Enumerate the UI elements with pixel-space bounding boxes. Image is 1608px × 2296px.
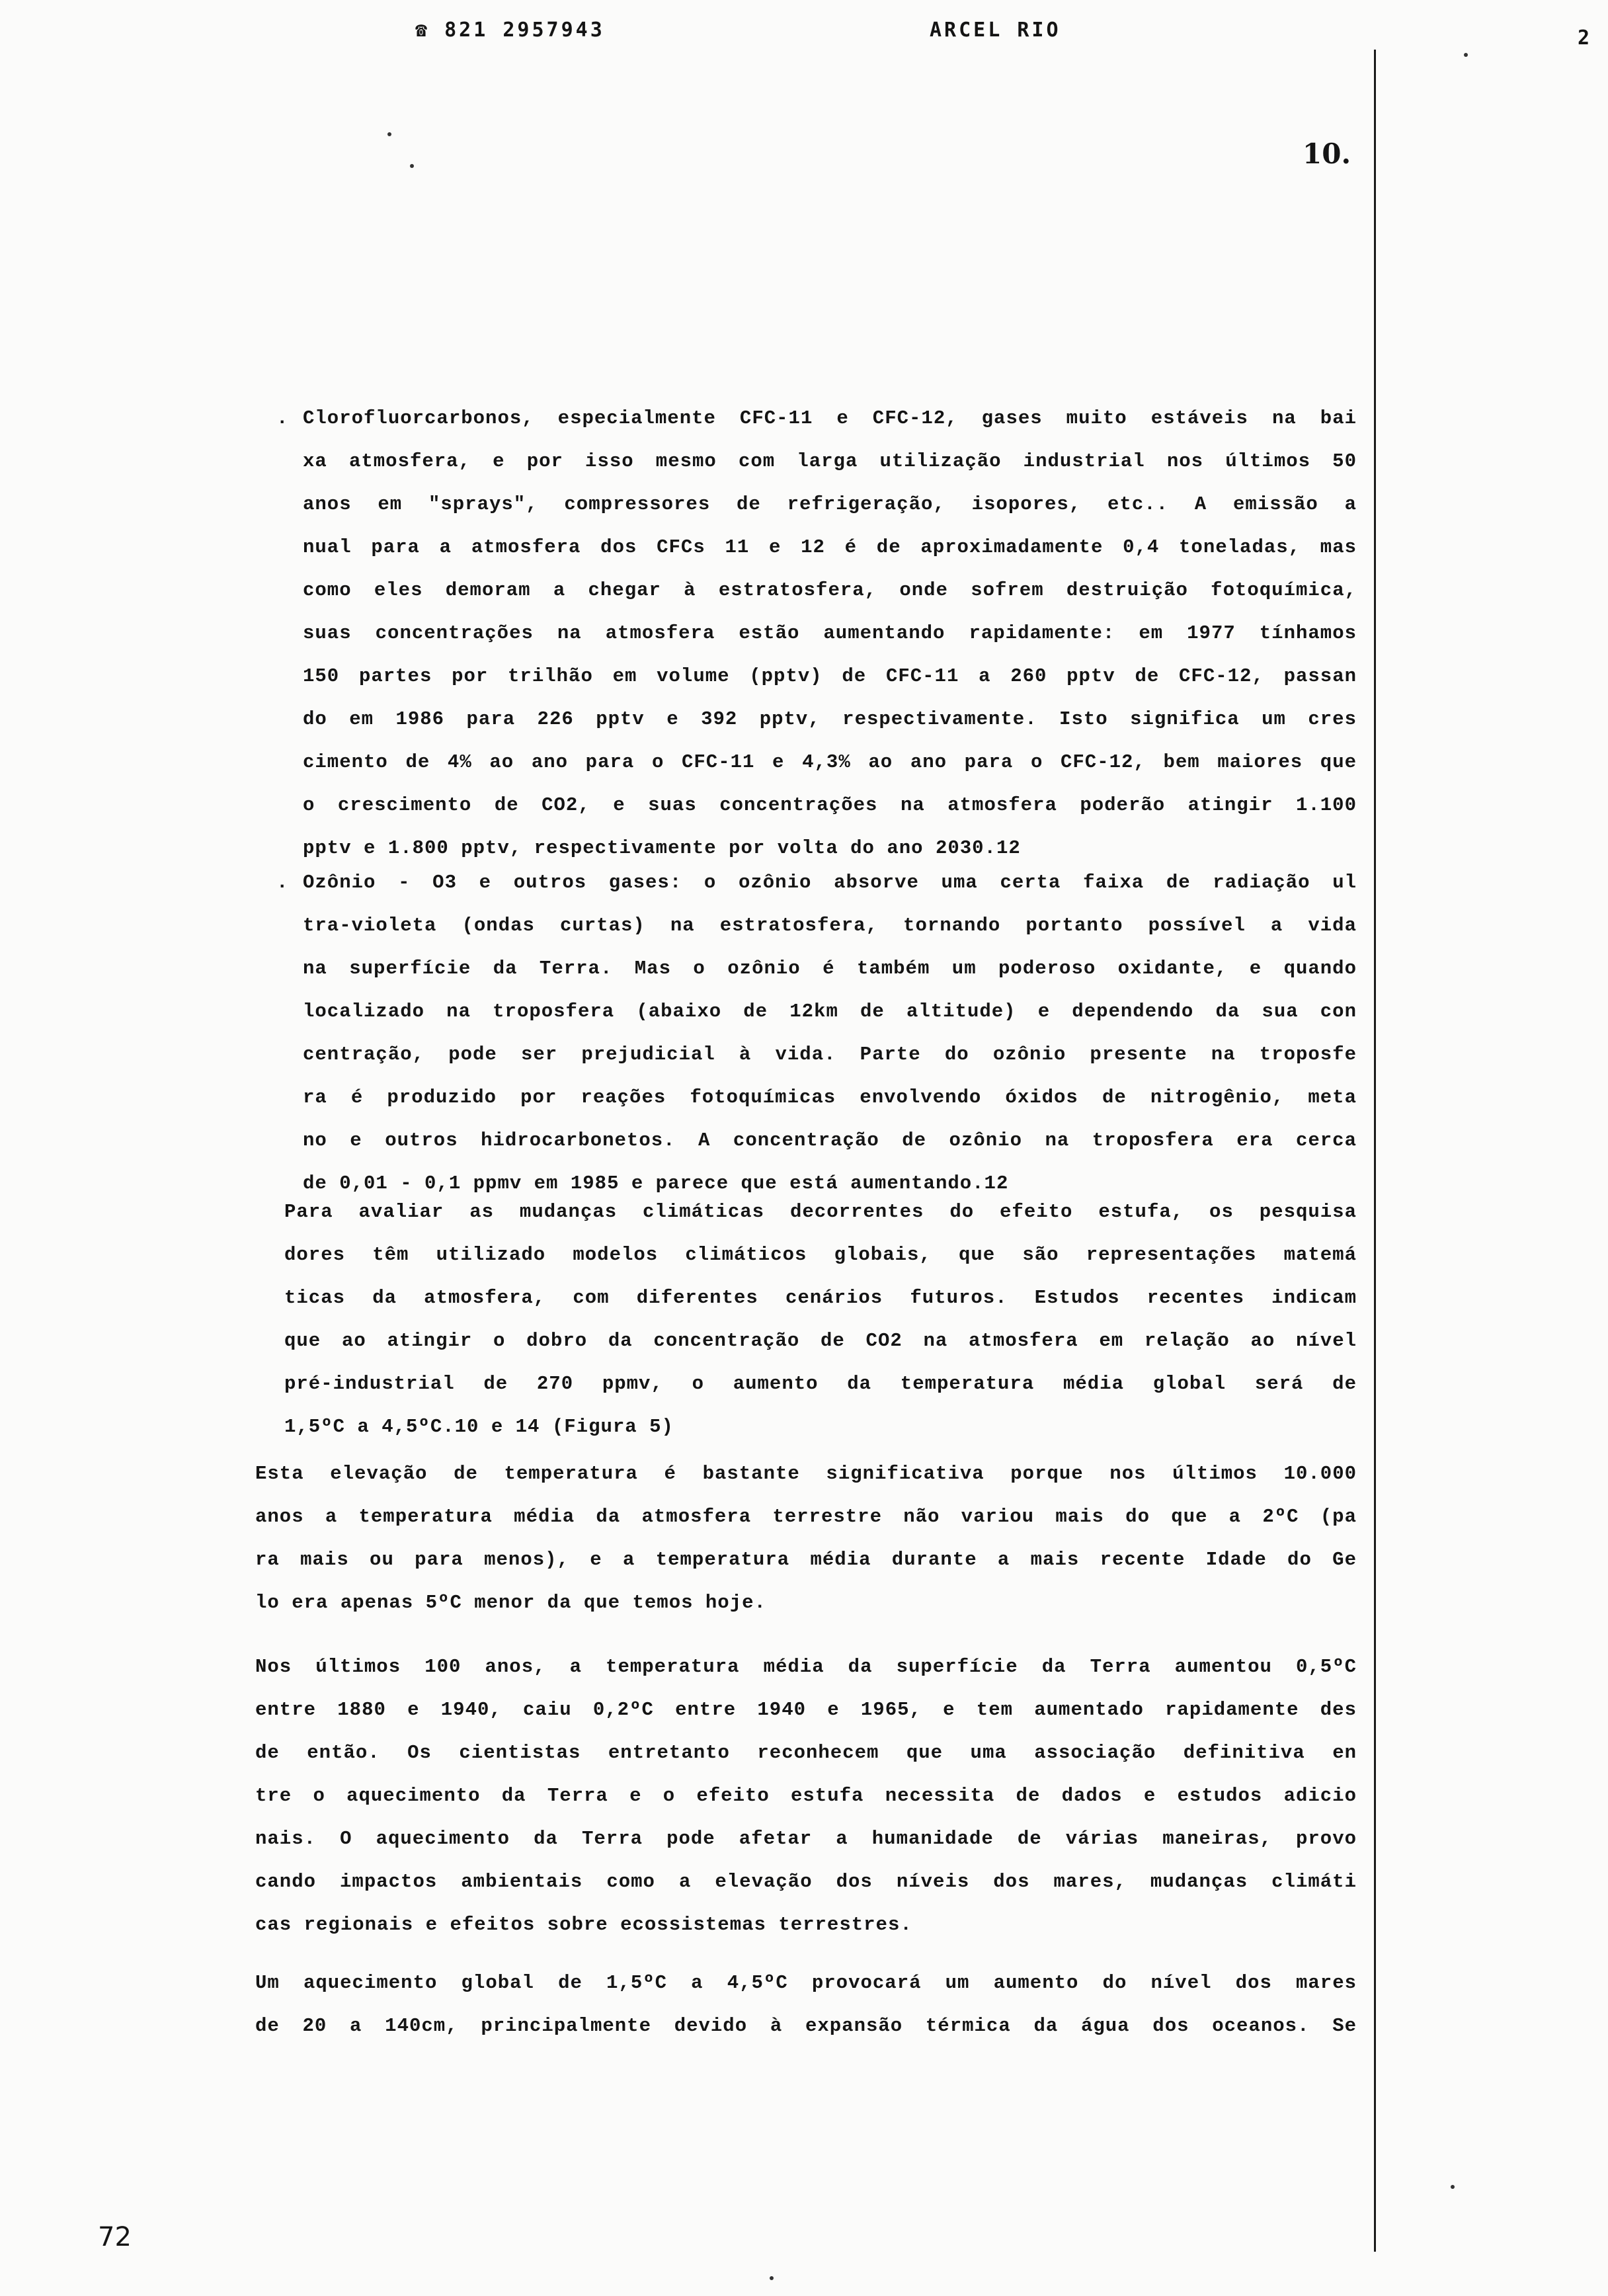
text-line: nais. O aquecimento da Terra pode afetar a humanidade de várias maneiras, provo <box>255 1828 1357 1850</box>
text-line: 150 partes por trilhão em volume (pptv) de CFC-11 a 260 pptv de CFC-12, passan <box>303 665 1357 687</box>
text-line: cimento de 4% ao ano para o CFC-11 e 4,3% ao ano para o CFC-12, bem maiores que <box>303 751 1357 773</box>
fax-page-number: 2 <box>1578 26 1593 50</box>
scan-speck <box>410 164 414 168</box>
text-line: nual para a atmosfera dos CFCs 11 e 12 é de aproximadamente 0,4 toneladas, mas <box>303 536 1357 558</box>
text-line: centração, pode ser prejudicial à vida. Parte do ozônio presente na troposfe <box>303 1044 1357 1065</box>
bullet: . <box>276 872 289 893</box>
text-line: Para avaliar as mudanças climáticas decorrentes do efeito estufa, os pesquisa <box>284 1201 1357 1223</box>
paragraph-last-100-years <box>255 1645 1357 1946</box>
text-line: ra mais ou para menos), e a temperatura média durante a mais recente Idade do Ge <box>255 1549 1357 1571</box>
text-line: de 0,01 - 0,1 ppmv em 1985 e parece que está aumentando.12 <box>303 1172 1009 1194</box>
footer-page-number: 72 <box>98 2222 132 2252</box>
text-line: Um aquecimento global de 1,5ºC a 4,5ºC provocará um aumento do nível dos mares <box>255 1972 1357 1994</box>
paragraph-elevation <box>255 1452 1357 1624</box>
text-line: do em 1986 para 226 pptv e 392 pptv, respectivamente. Isto significa um cres <box>303 708 1357 730</box>
text-line: Esta elevação de temperatura é bastante significativa porque nos últimos 10.000 <box>255 1463 1357 1485</box>
text-line: Ozônio - O3 e outros gases: o ozônio absorve uma certa faixa de radiação ul <box>303 872 1357 893</box>
text-line: suas concentrações na atmosfera estão aumentando rapidamente: em 1977 tínhamos <box>303 622 1357 644</box>
text-line: cando impactos ambientais como a elevação dos níveis dos mares, mudanças climáti <box>255 1871 1357 1893</box>
text-line: 1,5ºC a 4,5ºC.10 e 14 (Figura 5) <box>284 1416 674 1438</box>
fax-sender: ARCEL RIO <box>930 19 1061 42</box>
text-line: lo era apenas 5ºC menor da que temos hoje. <box>255 1592 766 1614</box>
text-line: localizado na troposfera (abaixo de 12km de altitude) e dependendo da sua con <box>303 1001 1357 1022</box>
fax-number: ☎ 821 2957943 <box>415 19 605 42</box>
text-line: entre 1880 e 1940, caiu 0,2ºC entre 1940 e 1965, e tem aumentado rapidamente des <box>255 1699 1357 1721</box>
text-line: xa atmosfera, e por isso mesmo com larga utilização industrial nos últimos 50 <box>303 450 1357 472</box>
text-line: que ao atingir o dobro da concentração de CO2 na atmosfera em relação ao nível <box>284 1330 1357 1352</box>
text-line: como eles demoram a chegar à estratosfera, onde sofrem destruição fotoquímica, <box>303 579 1357 601</box>
text-line: Clorofluorcarbonos, especialmente CFC-11 e CFC-12, gases muito estáveis na bai <box>303 407 1357 429</box>
text-line: o crescimento de CO2, e suas concentrações na atmosfera poderão atingir 1.100 <box>303 794 1357 816</box>
text-line: pptv e 1.800 pptv, respectivamente por volta do ano 2030.12 <box>303 837 1021 859</box>
section-ozone <box>276 861 1357 1205</box>
text-line: de 20 a 140cm, principalmente devido à expansão térmica da água dos oceanos. Se <box>255 2015 1357 2037</box>
section-cfc <box>276 397 1357 870</box>
scan-speck <box>1451 2185 1455 2189</box>
scan-speck <box>1464 53 1468 57</box>
text-line: de então. Os cientistas entretanto reconhecem que uma associação definitiva en <box>255 1742 1357 1764</box>
text-line: anos em "sprays", compressores de refrigeração, isopores, etc.. A emissão a <box>303 493 1357 515</box>
bullet: . <box>276 407 289 429</box>
text-line: no e outros hidrocarbonetos. A concentração de ozônio na troposfera era cerca <box>303 1129 1357 1151</box>
text-line: pré-industrial de 270 ppmv, o aumento da temperatura média global será de <box>284 1373 1357 1395</box>
text-line: na superfície da Terra. Mas o ozônio é também um poderoso oxidante, e quando <box>303 958 1357 979</box>
text-line: anos a temperatura média da atmosfera terrestre não variou mais do que a 2ºC (pa <box>255 1506 1357 1528</box>
text-line: ticas da atmosfera, com diferentes cenários futuros. Estudos recentes indicam <box>284 1287 1357 1309</box>
margin-rule <box>1374 50 1376 2252</box>
text-line: Nos últimos 100 anos, a temperatura média da superfície da Terra aumentou 0,5ºC <box>255 1656 1357 1678</box>
text-line: cas regionais e efeitos sobre ecossistemas terrestres. <box>255 1914 912 1936</box>
page-number: 10. <box>1303 138 1351 170</box>
paragraph-warming <box>255 1961 1357 2047</box>
text-line: dores têm utilizado modelos climáticos globais, que são representações matemá <box>284 1244 1357 1266</box>
text-line: tra-violeta (ondas curtas) na estratosfera, tornando portanto possível a vida <box>303 915 1357 936</box>
scan-speck <box>387 132 391 136</box>
paragraph-models <box>284 1190 1357 1448</box>
scan-speck <box>770 2276 774 2280</box>
text-line: tre o aquecimento da Terra e o efeito estufa necessita de dados e estudos adicio <box>255 1785 1357 1807</box>
text-line: ra é produzido por reações fotoquímicas envolvendo óxidos de nitrogênio, meta <box>303 1086 1357 1108</box>
